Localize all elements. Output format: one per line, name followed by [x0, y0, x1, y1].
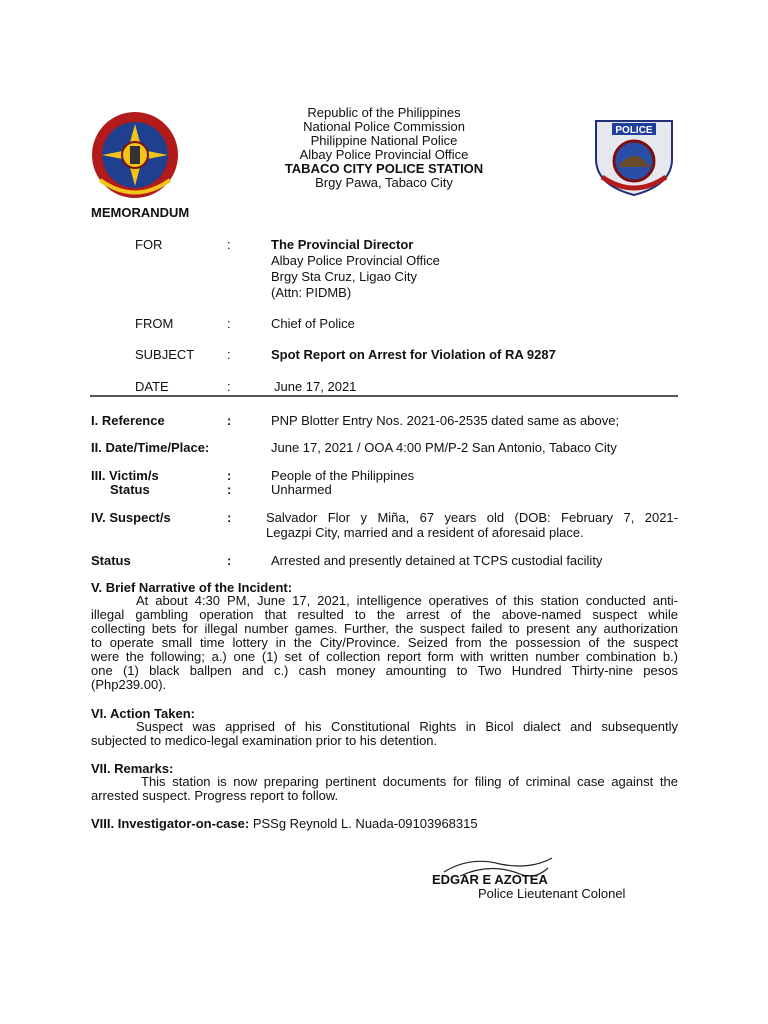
narrative-line-7: (Php239.00).	[91, 677, 167, 692]
suspect-line-1: Salvador Flor y Miña, 67 years old (DOB: February 7, 2021-	[266, 510, 678, 525]
signatory-rank: Police Lieutenant Colonel	[478, 886, 626, 901]
narrative-body	[91, 594, 678, 692]
letterhead	[0, 106, 768, 190]
suspect-details	[266, 510, 678, 540]
station-name: TABACO CITY POLICE STATION	[284, 161, 484, 176]
header-line-1: Republic of the Philippines	[307, 105, 461, 120]
remarks-line-2: arrested suspect. Progress report to follow.	[91, 788, 339, 803]
remarks-line-1: This station is now preparing pertinent documents for filing of criminal case against the	[141, 774, 678, 789]
remarks-heading: VII. Remarks:	[91, 761, 174, 776]
date-time-place-label: II. Date/Time/Place:	[91, 440, 210, 455]
from-label: FROM	[135, 316, 174, 331]
header-line-2: National Police Commission	[303, 119, 465, 134]
for-colon: :	[227, 237, 231, 252]
date-label: DATE	[135, 379, 169, 394]
victim-value: People of the Philippines	[271, 468, 415, 483]
reference-colon: :	[227, 413, 232, 428]
header-line-3: Philippine National Police	[310, 133, 458, 148]
date-colon: :	[227, 379, 231, 394]
for-line-1: The Provincial Director	[271, 237, 414, 252]
signatory-name: EDGAR E AZOTEA	[432, 872, 548, 887]
for-addressee	[271, 237, 440, 301]
suspect-label: IV. Suspect/s	[91, 510, 171, 525]
narrative-line-1: At about 4:30 PM, June 17, 2021, intelligence operatives of this station conducted anti-	[136, 593, 678, 608]
suspect-line-2: Legazpi City, married and a resident of aforesaid place.	[266, 525, 584, 540]
for-line-3: Brgy Sta Cruz, Ligao City	[271, 269, 417, 284]
narrative-line-4: to operate small time lottery in the City/Province. Seized from the possession of the suspect	[91, 635, 678, 650]
memo-title: MEMORANDUM	[91, 205, 190, 220]
suspect-status-label: Status	[91, 553, 131, 568]
action-line-1: Suspect was apprised of his Constitutional Rights in Bicol dialect and subsequently	[136, 719, 678, 734]
badge-logo-text: POLICE	[615, 125, 653, 136]
station-address: Brgy Pawa, Tabaco City	[315, 175, 453, 190]
victim-colon: :	[227, 468, 232, 483]
suspect-status-value: Arrested and presently detained at TCPS custodial facility	[271, 553, 603, 568]
for-line-2: Albay Police Provincial Office	[271, 253, 440, 268]
victim-status-value: Unharmed	[271, 482, 332, 497]
victim-label: III. Victim/s	[91, 468, 159, 483]
subject-label: SUBJECT	[135, 347, 195, 362]
header-line-4: Albay Police Provincial Office	[299, 147, 469, 162]
narrative-heading: V. Brief Narrative of the Incident:	[91, 580, 293, 595]
narrative-line-6: one (1) black ballpen and c.) cash money amounting to Two Hundred Thirty-nine pesos	[91, 663, 678, 678]
investigator-value: PSSg Reynold L. Nuada-09103968315	[249, 816, 478, 831]
for-line-4: (Attn: PIDMB)	[271, 285, 352, 300]
narrative-line-3: collecting bets for illegal number games. Further, the suspect failed to present any authorization	[91, 621, 678, 636]
date-time-place-value: June 17, 2021 / OOA 4:00 PM/P-2 San Antonio, Tabaco City	[271, 440, 617, 455]
date-value: June 17, 2021	[274, 379, 357, 394]
subject-value: Spot Report on Arrest for Violation of RA 9287	[271, 347, 556, 362]
action-body	[91, 720, 678, 748]
action-line-2: subjected to medico-legal examination prior to his detention.	[91, 733, 438, 748]
from-value: Chief of Police	[271, 316, 355, 331]
suspect-status-colon: :	[227, 553, 232, 568]
narrative-line-5: were the following; a.) one (1) set of collection report form with written number combination b.)	[91, 649, 678, 664]
investigator-label: VIII. Investigator-on-case:	[91, 816, 250, 831]
action-heading: VI. Action Taken:	[91, 706, 196, 721]
from-colon: :	[227, 316, 231, 331]
victim-status-colon: :	[227, 482, 232, 497]
subject-colon: :	[227, 347, 231, 362]
for-label: FOR	[135, 237, 163, 252]
narrative-line-2: illegal gambling operation that resulted to the arrest of the above-named suspect while	[91, 607, 678, 622]
reference-value: PNP Blotter Entry Nos. 2021-06-2535 dated same as above;	[271, 413, 620, 428]
remarks-body	[91, 775, 678, 803]
investigator-line	[91, 816, 478, 831]
victim-status-label: Status	[110, 482, 150, 497]
suspect-colon: :	[227, 510, 232, 525]
header-divider	[90, 395, 678, 397]
reference-label: I. Reference	[91, 413, 165, 428]
